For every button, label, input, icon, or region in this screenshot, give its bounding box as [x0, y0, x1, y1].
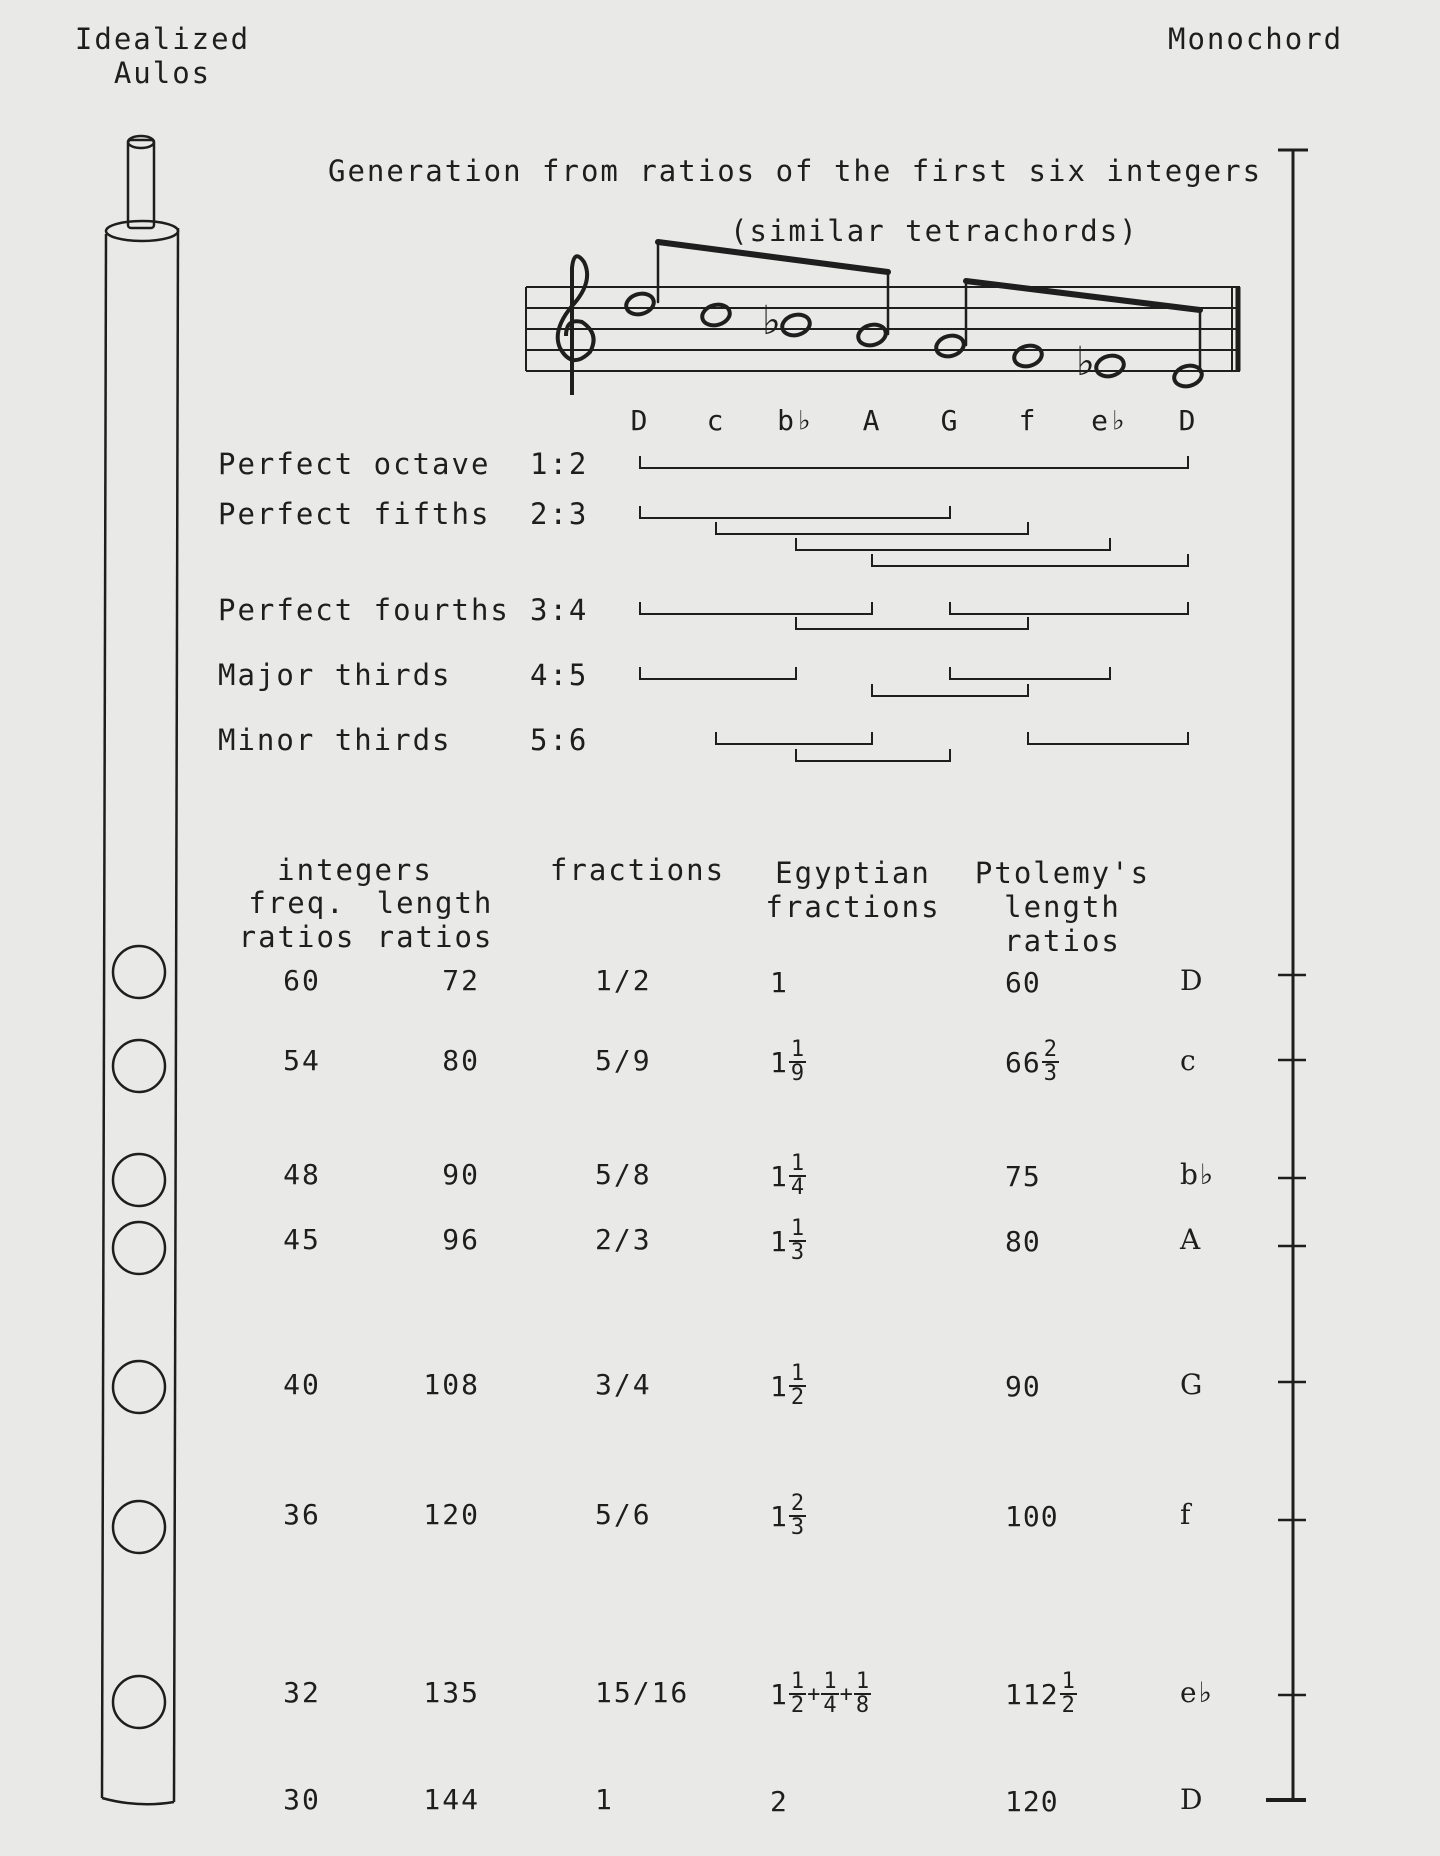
note-head [1012, 343, 1044, 370]
aulos-finger-holes [113, 946, 165, 1728]
cell-egyptian: 1 $\frac{1}{9}$ [770, 1037, 805, 1086]
cell-fraction: 15/16 [595, 1676, 690, 1709]
cell-length: 108 [423, 1368, 480, 1401]
finger-hole [113, 1040, 165, 1092]
aulos-label-line2: Aulos [113, 56, 212, 90]
cell-ptolemy: 90 [1005, 1369, 1041, 1403]
cell-fraction: 1/2 [595, 964, 652, 997]
header-length-line2: ratios [376, 920, 494, 954]
cell-freq: 40 [283, 1368, 321, 1401]
cell-fraction: 2/3 [595, 1223, 652, 1256]
cell-ptolemy: 60 [1005, 965, 1041, 999]
cell-length: 96 [442, 1223, 480, 1256]
interval-name: Minor thirds [218, 723, 452, 757]
cell-freq: 32 [283, 1676, 321, 1709]
interval-bracket [1028, 732, 1188, 744]
flat-sign: ♭ [1076, 339, 1095, 385]
interval-name: Perfect octave [218, 447, 491, 481]
note-name: D [1178, 404, 1198, 437]
staff-notes [624, 291, 1204, 390]
interval-bracket [640, 602, 872, 614]
cell-ptolemy: 66 $\frac{2}{3}$ [1005, 1037, 1057, 1086]
header-fractions: fractions [549, 853, 726, 887]
cell-length: 120 [423, 1498, 480, 1531]
note-name: A [862, 404, 882, 437]
cell-egyptian: 2 [770, 1784, 788, 1818]
interval-bracket [716, 732, 872, 744]
note-head [700, 302, 732, 329]
cell-freq: 36 [283, 1498, 321, 1531]
cell-egyptian: 1 $\frac{2}{3}$ [770, 1491, 805, 1540]
treble-clef-icon [558, 256, 594, 395]
cell-note: G [1180, 1368, 1205, 1401]
note-name: b♭ [777, 404, 815, 437]
note-name: D [630, 404, 650, 437]
interval-bracket [640, 506, 950, 518]
header-ptolemy-line1: Ptolemy's [974, 856, 1151, 890]
note-head [934, 333, 966, 360]
cell-length: 72 [442, 964, 480, 997]
cell-egyptian: 1 [770, 965, 788, 999]
finger-hole [113, 1676, 165, 1728]
diagram-title: Generation from ratios of the first six integers [328, 154, 1263, 188]
header-ptolemy-line3: ratios [1004, 924, 1121, 958]
header-integers: integers [277, 853, 433, 887]
cell-ptolemy: 100 [1005, 1499, 1059, 1533]
cell-fraction: 3/4 [595, 1368, 652, 1401]
cell-freq: 30 [283, 1783, 321, 1816]
header-ptolemy-line2: length [1004, 890, 1121, 924]
cell-fraction: 5/8 [595, 1158, 652, 1191]
interval-brackets [640, 456, 1188, 761]
cell-freq: 48 [283, 1158, 321, 1191]
interval-bracket [950, 602, 1188, 614]
cell-length: 144 [423, 1783, 480, 1816]
cell-fraction: 5/6 [595, 1498, 652, 1531]
note-name: c [706, 404, 726, 437]
monochord-label: Monochord [1168, 22, 1344, 56]
aulos-label-line1: Idealized [74, 22, 251, 56]
interval-ratio: 2:3 [530, 497, 589, 531]
cell-freq: 45 [283, 1223, 321, 1256]
finger-hole [113, 1222, 165, 1274]
header-egyptian-line1: Egyptian [775, 856, 931, 890]
interval-ratio: 5:6 [530, 723, 589, 757]
interval-bracket [796, 617, 1028, 629]
diagram-subtitle: (similar tetrachords) [730, 214, 1139, 248]
cell-ptolemy: 120 [1005, 1784, 1059, 1818]
interval-bracket [796, 749, 950, 761]
header-freq-ratios [232, 886, 362, 954]
header-freq-line1: freq. [248, 886, 346, 920]
interval-name: Perfect fifths [218, 497, 491, 531]
finger-hole [113, 1154, 165, 1206]
interval-ratio: 3:4 [530, 593, 589, 627]
cell-note: D [1180, 1783, 1205, 1816]
cell-note: c [1180, 1044, 1198, 1077]
cell-length: 135 [423, 1676, 480, 1709]
header-egyptian [758, 856, 948, 924]
interval-bracket [872, 554, 1188, 566]
interval-bracket [796, 538, 1110, 550]
note-name: f [1018, 404, 1038, 437]
note-name: e♭ [1091, 404, 1129, 437]
cell-egyptian: 1 $\frac{1}{4}$ [770, 1151, 805, 1200]
header-length-line1: length [376, 886, 494, 920]
header-egyptian-line2: fractions [765, 890, 941, 924]
cell-freq: 54 [283, 1044, 321, 1077]
header-freq-line2: ratios [238, 920, 356, 954]
note-head [624, 291, 656, 318]
cell-ptolemy: 112 $\frac{1}{2}$ [1005, 1669, 1075, 1718]
note-head [856, 322, 888, 349]
cell-note: D [1180, 964, 1205, 997]
interval-bracket [872, 684, 1028, 696]
cell-note: f [1180, 1498, 1193, 1531]
note-head [1094, 353, 1126, 380]
cell-note: b♭ [1180, 1158, 1216, 1191]
note-head [780, 312, 812, 339]
interval-bracket [640, 456, 1188, 468]
cell-length: 90 [442, 1158, 480, 1191]
finger-hole [113, 1361, 165, 1413]
cell-note: A [1180, 1223, 1203, 1256]
cell-note: e♭ [1180, 1676, 1214, 1709]
header-length-ratios [370, 886, 500, 954]
cell-ptolemy: 80 [1005, 1224, 1041, 1258]
flat-sign: ♭ [762, 298, 781, 344]
finger-hole [113, 946, 165, 998]
cell-egyptian: 1 $\frac{1}{3}$ [770, 1216, 805, 1265]
cell-fraction: 1 [595, 1783, 614, 1816]
interval-bracket [640, 667, 796, 679]
interval-ratio: 1:2 [530, 447, 589, 481]
cell-freq: 60 [283, 964, 321, 997]
note-name: G [940, 404, 960, 437]
interval-ratio: 4:5 [530, 658, 589, 692]
cell-ptolemy: 75 [1005, 1159, 1041, 1193]
interval-bracket [950, 667, 1110, 679]
interval-bracket [716, 522, 1028, 534]
cell-fraction: 5/9 [595, 1044, 652, 1077]
finger-hole [113, 1501, 165, 1553]
cell-egyptian: 1 $\frac{1}{2}$ [770, 1361, 805, 1410]
header-ptolemy [970, 856, 1155, 958]
cell-egyptian: 1 $\frac{1}{2}$ + $\frac{1}{4}$ + $\frac{1}{8}$ [770, 1669, 870, 1718]
interval-name: Perfect fourths [218, 593, 510, 627]
interval-name: Major thirds [218, 658, 452, 692]
cell-length: 80 [442, 1044, 480, 1077]
